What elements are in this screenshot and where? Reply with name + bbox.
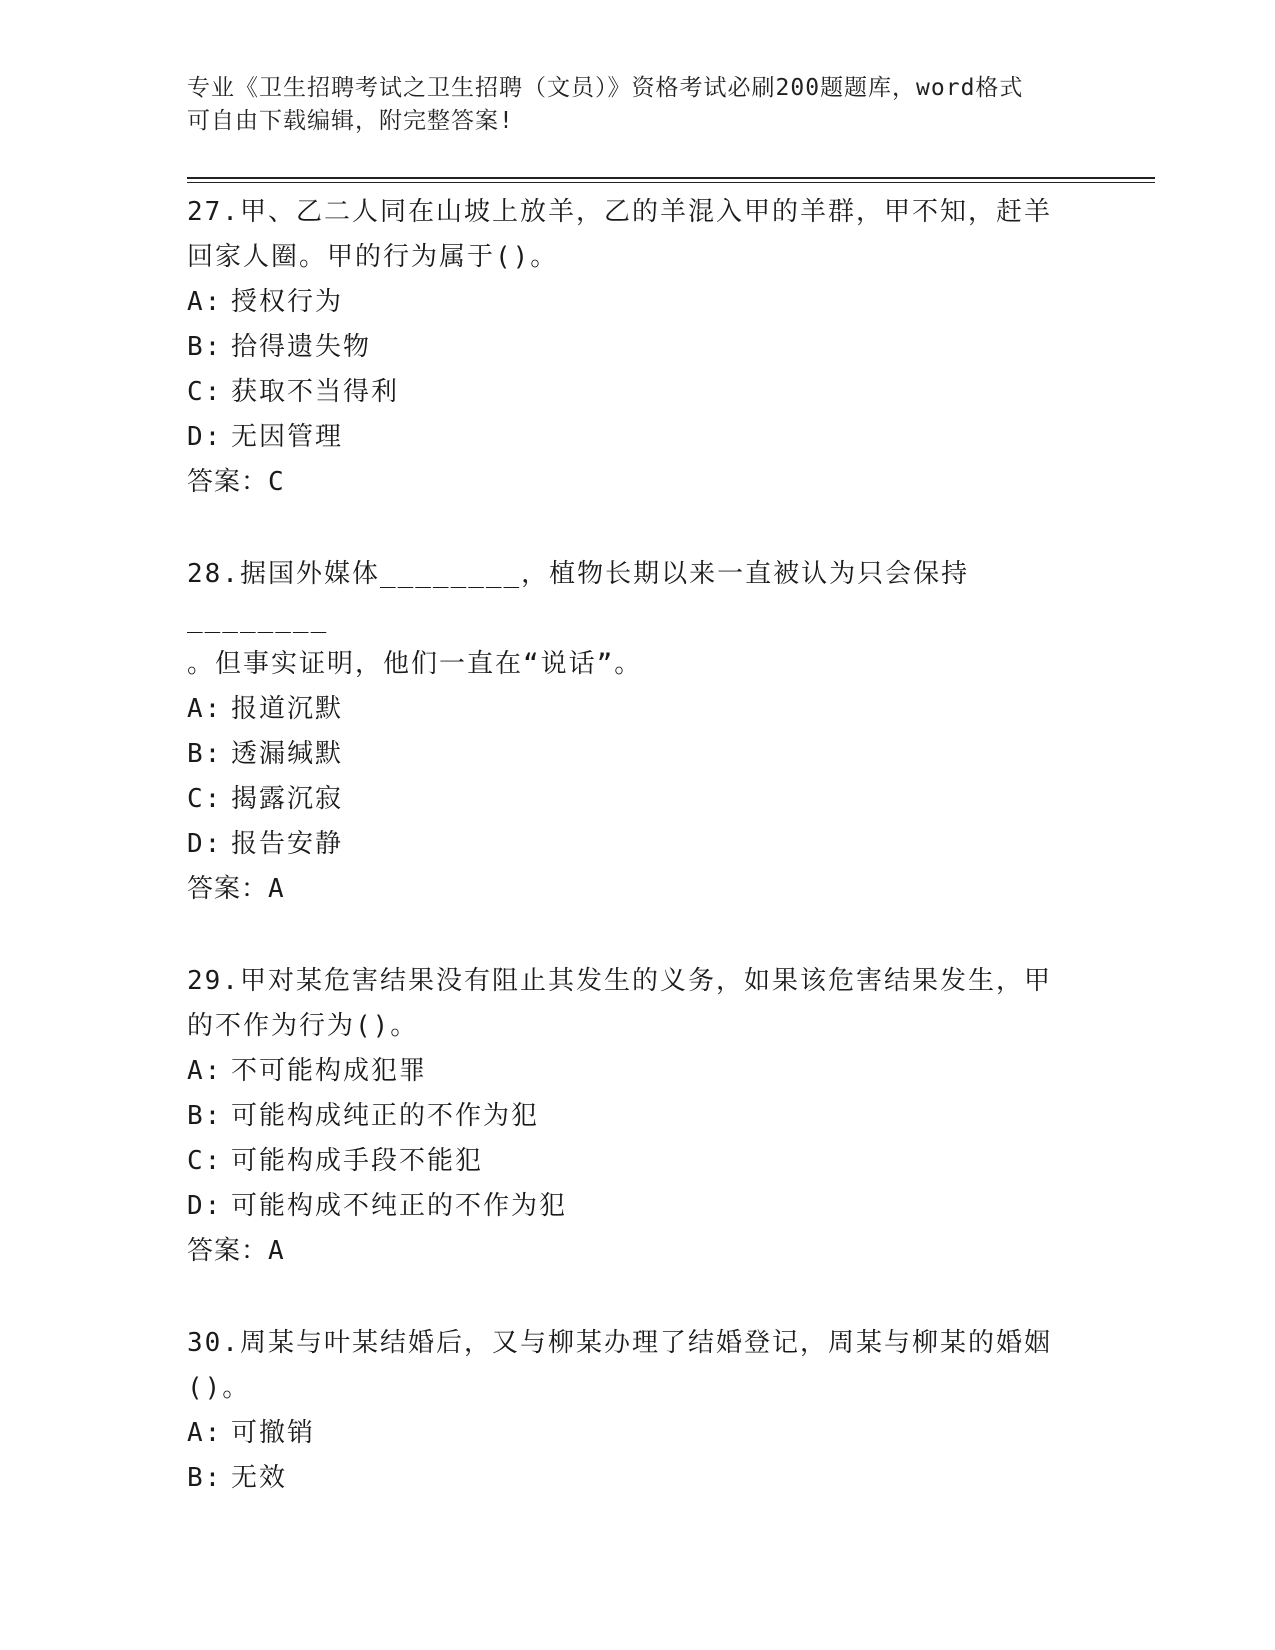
question-list <box>187 190 1087 1501</box>
option-letter: C: <box>187 1146 223 1176</box>
option-c <box>187 1139 1087 1184</box>
option-text: 授权行为 <box>231 287 344 317</box>
question-27 <box>187 190 1087 505</box>
option-a <box>187 280 1087 325</box>
option-c <box>187 777 1087 822</box>
option-text: 可能构成手段不能犯 <box>231 1146 484 1176</box>
option-letter: B: <box>187 1101 223 1131</box>
question-spacer <box>187 505 1087 552</box>
option-c <box>187 370 1087 415</box>
question-stem-continued: 回家人圈。甲的行为属于()。 <box>187 242 559 272</box>
answer-line: 答案：A <box>187 874 285 904</box>
question-29 <box>187 959 1087 1274</box>
question-stem: 28.据国外媒体________，植物长期以来一直被认为只会保持________ <box>187 559 970 634</box>
question-stem-continued: 的不作为行为()。 <box>187 1011 419 1041</box>
option-text: 拾得遗失物 <box>231 332 372 362</box>
option-text: 可能构成纯正的不作为犯 <box>231 1101 540 1131</box>
option-text: 报道沉默 <box>231 694 344 724</box>
option-letter: A: <box>187 287 223 317</box>
document-header <box>187 72 1087 138</box>
option-letter: C: <box>187 784 223 814</box>
option-b <box>187 325 1087 370</box>
option-letter: A: <box>187 1418 223 1448</box>
option-letter: B: <box>187 739 223 769</box>
option-d <box>187 822 1087 867</box>
option-letter: D: <box>187 829 223 859</box>
option-a <box>187 687 1087 732</box>
option-text: 报告安静 <box>231 829 344 859</box>
header-divider-thin <box>187 182 1155 183</box>
question-stem: 27.甲、乙二人同在山坡上放羊，乙的羊混入甲的羊群，甲不知，赶羊 <box>187 197 1052 227</box>
answer-line: 答案：A <box>187 1236 285 1266</box>
option-letter: C: <box>187 377 223 407</box>
option-text: 获取不当得利 <box>231 377 400 407</box>
question-stem-continued: ()。 <box>187 1373 251 1403</box>
option-b <box>187 1094 1087 1139</box>
option-d <box>187 1184 1087 1229</box>
option-d <box>187 415 1087 460</box>
option-text: 透漏缄默 <box>231 739 344 769</box>
option-a <box>187 1049 1087 1094</box>
option-letter: D: <box>187 422 223 452</box>
option-text: 无因管理 <box>231 422 344 452</box>
option-text: 揭露沉寂 <box>231 784 344 814</box>
question-spacer <box>187 1274 1087 1321</box>
header-title-line: 专业《卫生招聘考试之卫生招聘（文员）》资格考试必刷200题题库，word格式 <box>187 75 1024 101</box>
question-stem-continued: 。但事实证明，他们一直在“说话”。 <box>187 649 643 679</box>
option-text: 可能构成不纯正的不作为犯 <box>231 1191 568 1221</box>
answer-line: 答案：C <box>187 467 285 497</box>
option-a <box>187 1411 1087 1456</box>
question-stem: 29.甲对某危害结果没有阻止其发生的义务，如果该危害结果发生，甲 <box>187 966 1052 996</box>
option-text: 不可能构成犯罪 <box>231 1056 428 1086</box>
question-stem: 30.周某与叶某结婚后，又与柳某办理了结婚登记，周某与柳某的婚姻 <box>187 1328 1052 1358</box>
option-b <box>187 732 1087 777</box>
option-text: 可撤销 <box>231 1418 316 1448</box>
option-letter: A: <box>187 1056 223 1086</box>
option-letter: D: <box>187 1191 223 1221</box>
option-letter: B: <box>187 332 223 362</box>
header-subtitle-line: 可自由下载编辑，附完整答案! <box>187 108 514 134</box>
question-28 <box>187 552 1087 912</box>
header-divider-thick <box>187 177 1155 179</box>
option-letter: A: <box>187 694 223 724</box>
option-text: 无效 <box>231 1463 288 1493</box>
option-b <box>187 1456 1087 1501</box>
option-letter: B: <box>187 1463 223 1493</box>
question-spacer <box>187 912 1087 959</box>
question-30 <box>187 1321 1087 1501</box>
